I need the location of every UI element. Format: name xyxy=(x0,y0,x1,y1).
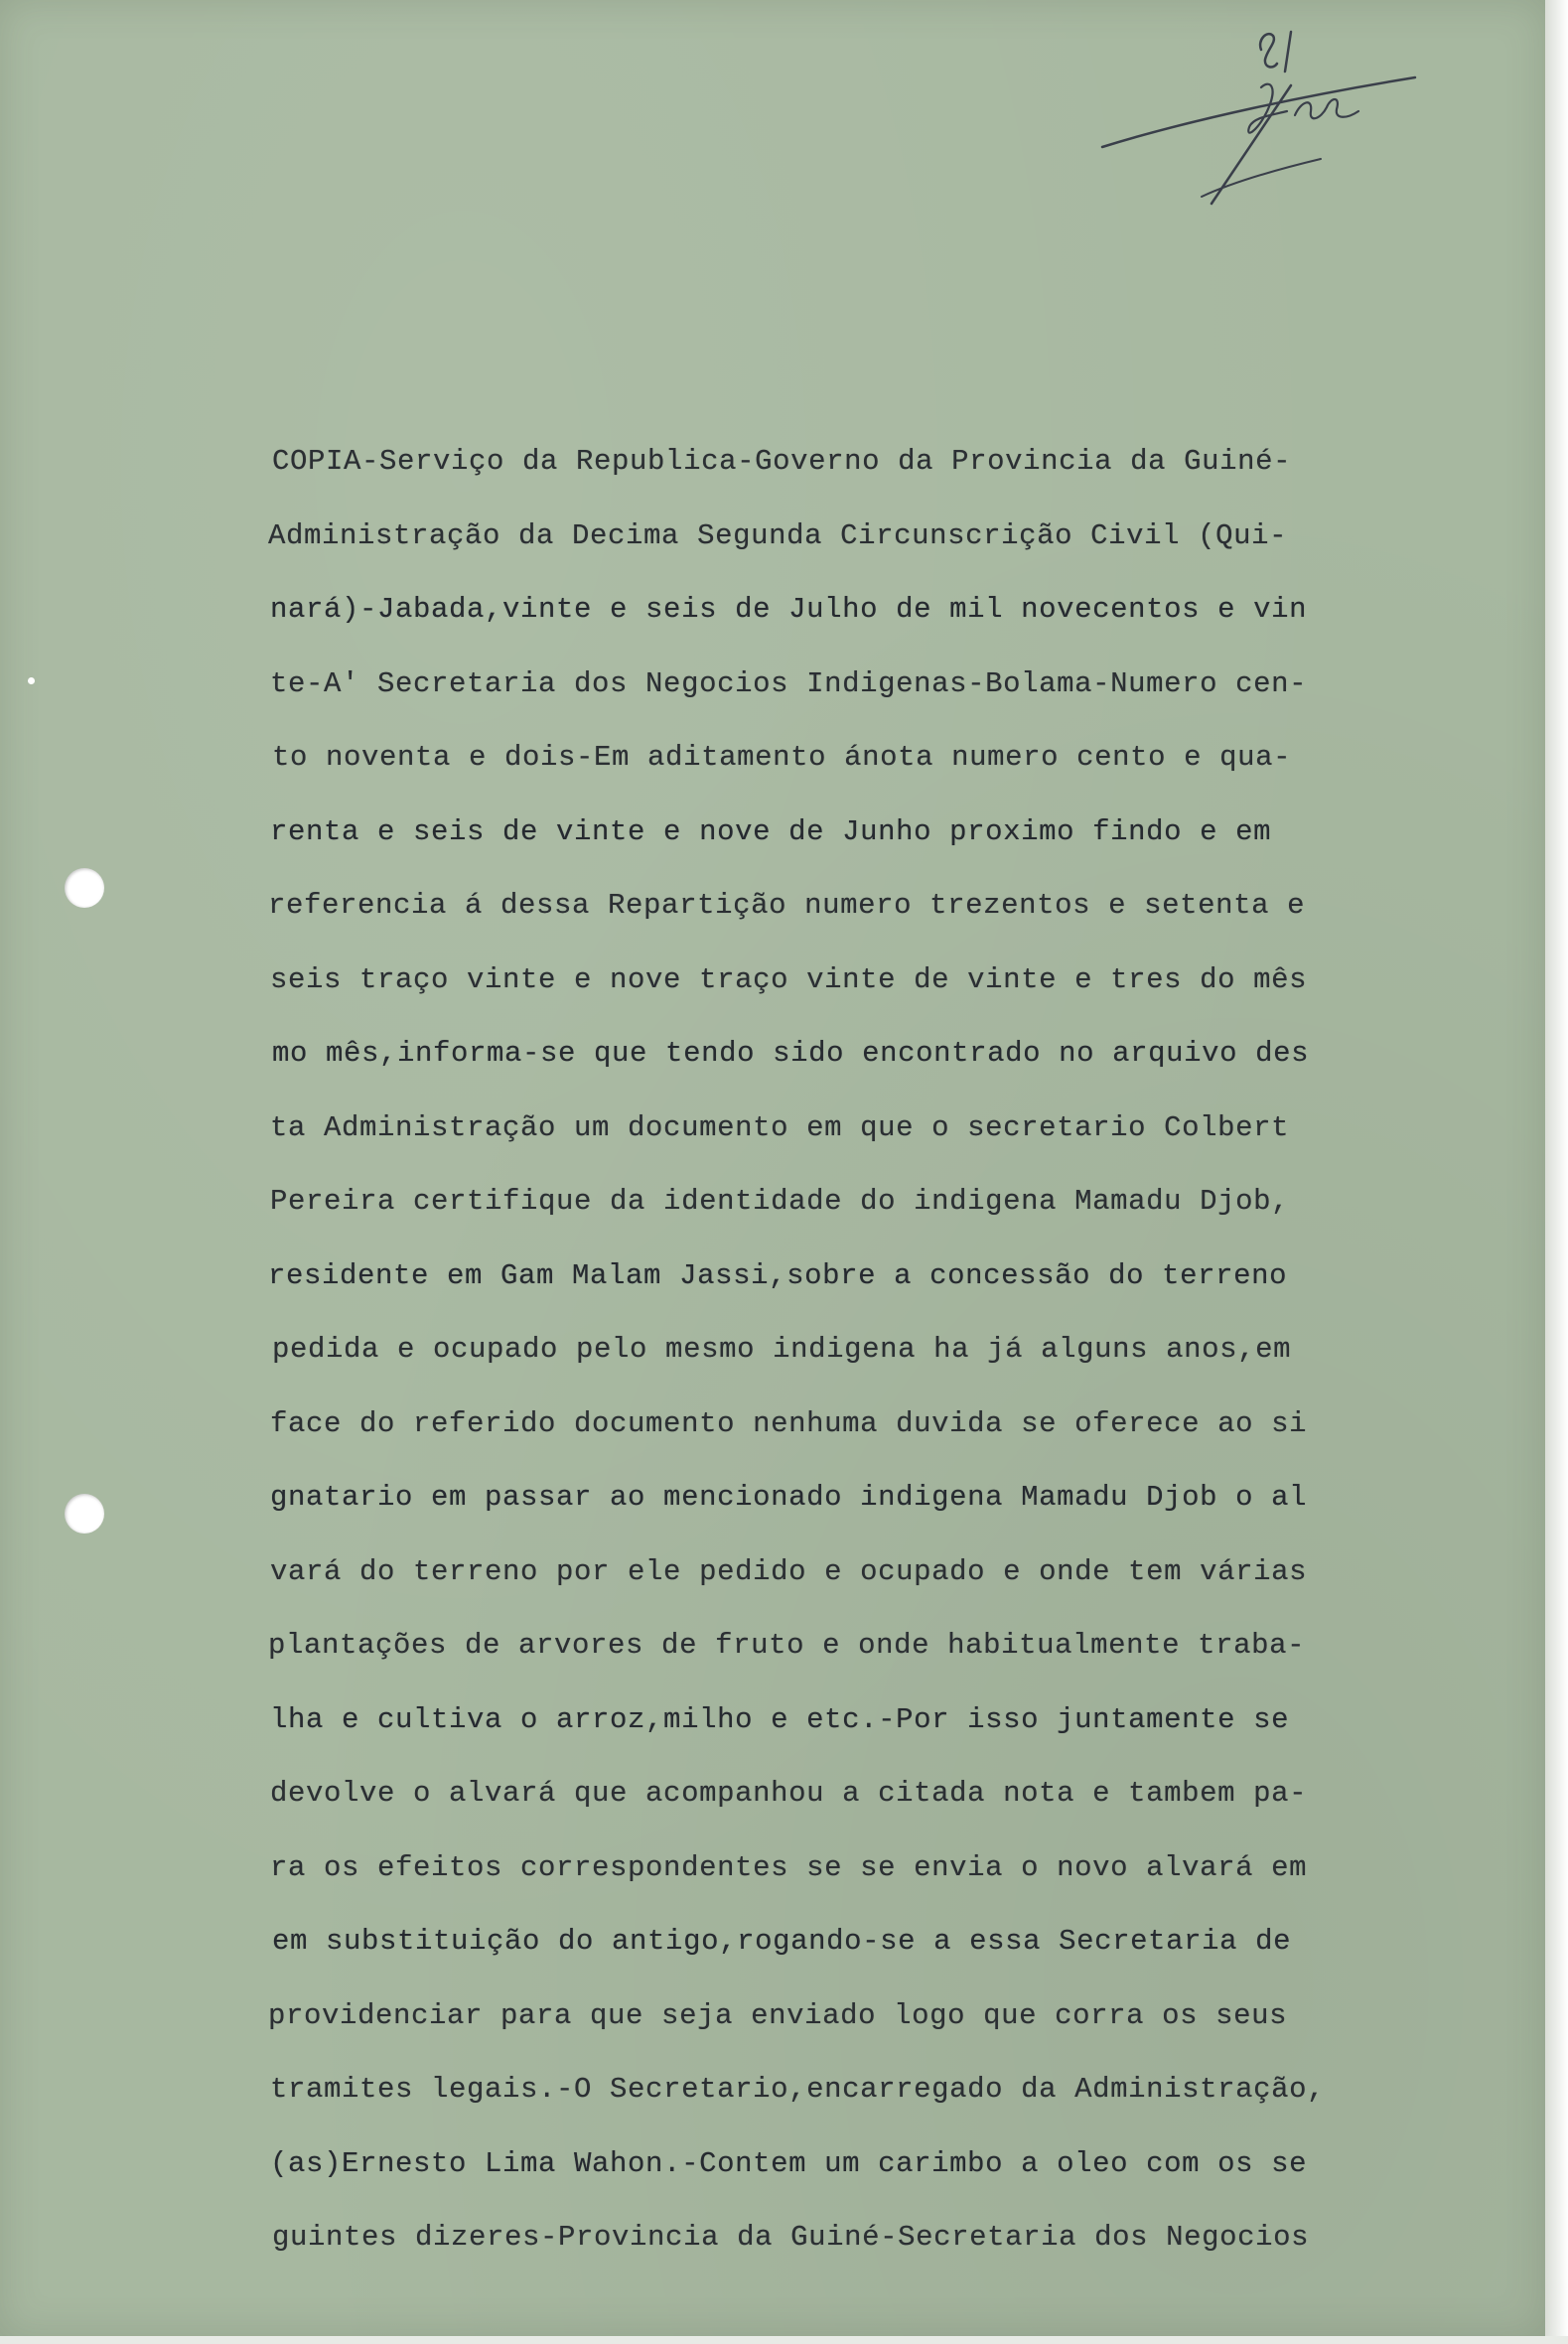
paper-speck xyxy=(28,677,35,684)
text-line: devolve o alvará que acompanhou a citada nota e tambem pa- xyxy=(270,1777,1308,1810)
text-line: em substituição do antigo,rogando-se a essa Secretaria de xyxy=(272,1925,1292,1958)
text-line: seis traço vinte e nove traço vinte de vinte e tres do mês xyxy=(270,962,1308,996)
text-line: te-A' Secretaria dos Negocios Indigenas-Bolama-Numero cen- xyxy=(270,666,1308,700)
page-edge-bottom xyxy=(0,2336,1568,2344)
text-line: (as)Ernesto Lima Wahon.-Contem um carimbo a oleo com os se xyxy=(270,2146,1308,2180)
text-line: Administração da Decima Segunda Circunscrição Civil (Qui- xyxy=(268,518,1288,552)
text-line: vará do terreno por ele pedido e ocupado e onde tem várias xyxy=(270,1554,1308,1588)
handwritten-folio-mark xyxy=(1082,20,1420,219)
text-line: ra os efeitos correspondentes se se envia o novo alvará em xyxy=(270,1850,1308,1884)
text-line: referencia á dessa Repartição numero trezentos e setenta e xyxy=(268,889,1306,922)
text-line: gnatario em passar ao mencionado indigena Mamadu Djob o al xyxy=(270,1481,1308,1514)
text-line: tramites legais.-O Secretario,encarregado da Administração, xyxy=(270,2073,1326,2106)
text-line: lha e cultiva o arroz,milho e etc.-Por isso juntamente se xyxy=(270,1702,1290,1736)
text-line: mo mês,informa-se que tendo sido encontrado no arquivo des xyxy=(272,1037,1310,1070)
text-line: Pereira certifique da identidade do indigena Mamadu Djob, xyxy=(270,1185,1290,1218)
text-line: to noventa e dois-Em aditamento ánota numero cento e qua- xyxy=(272,741,1292,774)
text-line: providenciar para que seja enviado logo que corra os seus xyxy=(268,1998,1288,2032)
punch-hole-top xyxy=(65,868,104,908)
text-line: ta Administração um documento em que o secretario Colbert xyxy=(270,1110,1290,1144)
text-line: renta e seis de vinte e nove de Junho proximo findo e em xyxy=(270,814,1272,848)
page-edge-right xyxy=(1545,0,1568,2344)
text-line: nará)-Jabada,vinte e seis de Julho de mil novecentos e vin xyxy=(270,593,1308,626)
punch-hole-bottom xyxy=(65,1494,104,1534)
text-line: plantações de arvores de fruto e onde habitualmente traba- xyxy=(268,1629,1306,1662)
text-line: residente em Gam Malam Jassi,sobre a concessão do terreno xyxy=(268,1258,1288,1292)
typed-copy-text xyxy=(270,425,1462,2275)
text-line: face do referido documento nenhuma duvida se oferece ao si xyxy=(270,1406,1308,1440)
text-line: guintes dizeres-Provincia da Guiné-Secretaria dos Negocios xyxy=(272,2221,1310,2254)
text-line: COPIA-Serviço da Republica-Governo da Provincia da Guiné- xyxy=(272,445,1292,478)
text-line: pedida e ocupado pelo mesmo indigena ha já alguns anos,em xyxy=(272,1333,1292,1366)
